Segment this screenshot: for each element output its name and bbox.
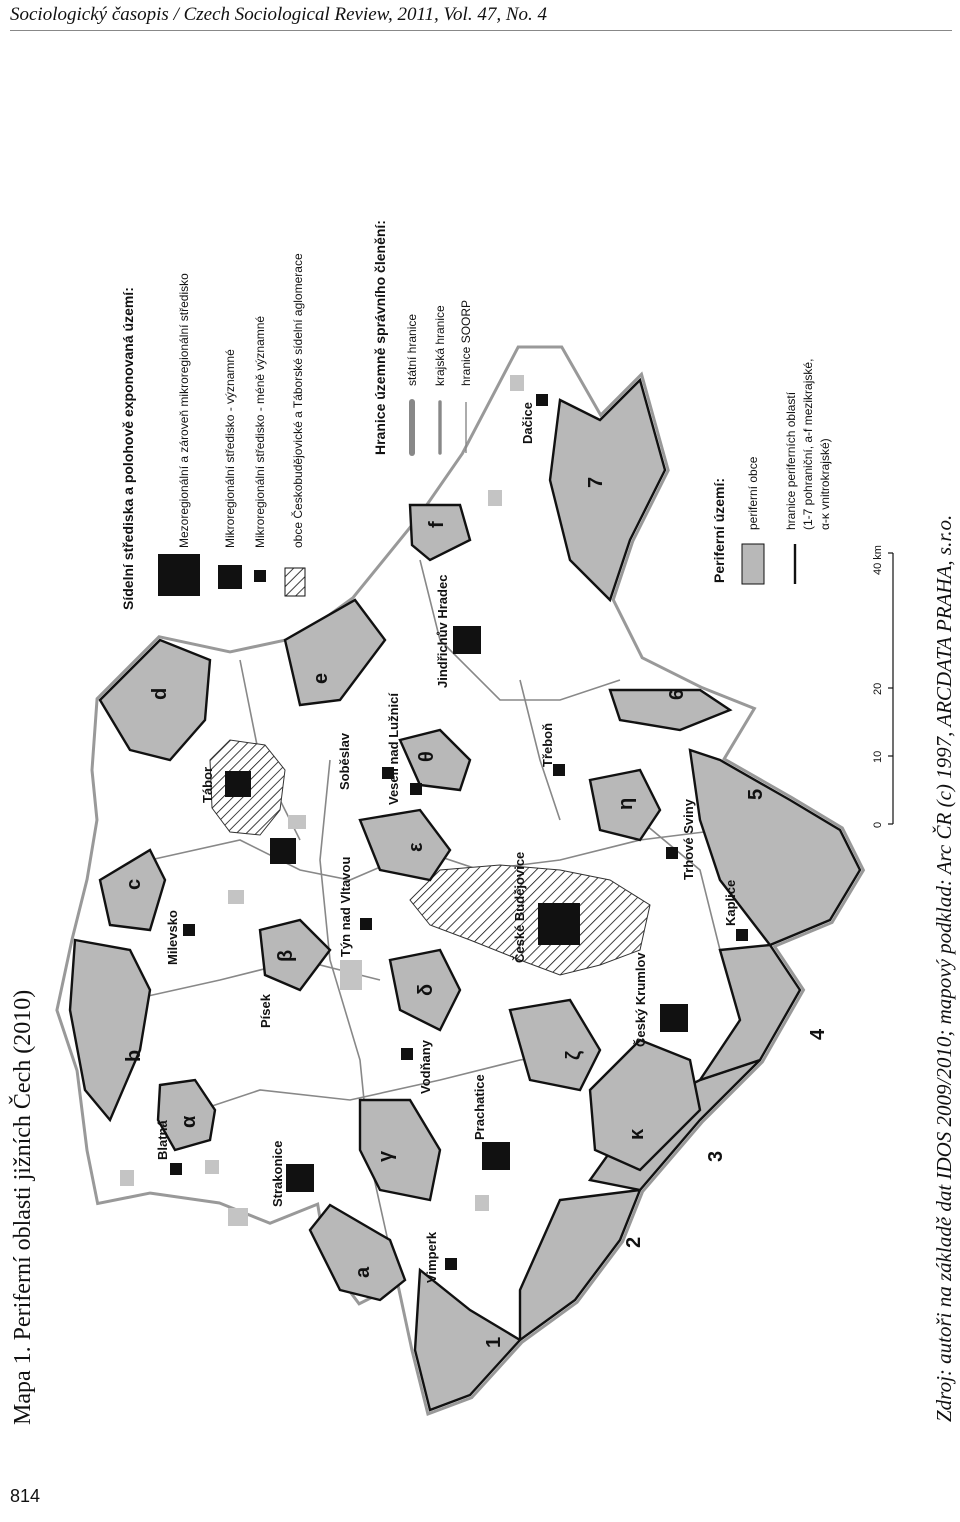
region-label-6: 6	[666, 688, 688, 700]
region-label-a: a	[352, 1266, 374, 1278]
region-label-kappa: κ	[626, 1128, 648, 1140]
legend-center-3: Mikroregionální středisko - méně významné	[253, 315, 267, 548]
town-label-tyn-nad-vltavou: Týn nad Vltavou	[338, 856, 353, 957]
legend-square-large	[158, 554, 200, 596]
region-label-gamma: γ	[375, 1150, 397, 1162]
legend-periphery-swatch	[742, 544, 764, 584]
town-label-ceske-budejovice: České Budějovice	[512, 851, 527, 963]
legend-boundary-soorp: hranice SOORP	[459, 299, 473, 386]
town-label-trhove-sviny: Trhové Sviny	[681, 799, 696, 880]
legend-square-small	[254, 570, 266, 582]
legend-square-medium	[218, 565, 242, 589]
town-label-blatna: Blatná	[155, 1120, 170, 1160]
region-label-alpha: α	[178, 1115, 200, 1128]
legend-boundary-state: státní hranice	[405, 313, 419, 386]
region-label-5: 5	[745, 788, 767, 800]
region-label-theta: θ	[416, 751, 438, 762]
town-label-cesky-krumlov: Český Krumlov	[633, 952, 648, 1047]
figure-title: Mapa 1. Periferní oblasti jižních Čech (2010)	[10, 989, 36, 1425]
region-label-4: 4	[807, 1028, 829, 1040]
region-label-beta: β	[275, 949, 297, 962]
scale-tick-40: 40 km	[872, 545, 884, 575]
legend-boundary-region: krajská hranice	[433, 305, 447, 386]
region-label-b: b	[123, 1049, 145, 1062]
legend-center-4: obce Českobudějovické a Táborské sídelní aglomerace	[291, 253, 305, 548]
town-label-dacice: Dačice	[520, 402, 535, 444]
scale-tick-20: 20	[872, 682, 884, 695]
region-label-delta: δ	[415, 983, 437, 996]
region-label-3: 3	[705, 1150, 727, 1162]
town-label-kaplice: Kaplice	[723, 879, 738, 926]
legend-hatch-swatch	[285, 568, 305, 596]
legend-center-2: Mikroregionální středisko - významné	[223, 349, 237, 548]
region-label-c: c	[123, 878, 145, 890]
town-label-milevsko: Milevsko	[165, 910, 180, 965]
legend-centers-heading: Sídelní střediska a polohově exponovaná území:	[120, 287, 136, 610]
region-label-eta: η	[615, 797, 637, 810]
region-label-e: e	[310, 672, 332, 684]
legend-periphery-1: periferní obce	[746, 456, 760, 530]
town-label-jindrichuv-hradec: Jindřichův Hradec	[435, 574, 450, 688]
region-label-f: f	[426, 521, 448, 528]
region-label-2: 2	[623, 1236, 645, 1248]
region-label-7: 7	[585, 476, 607, 488]
legend-periphery-3: (1-7 pohraniční, a-f mezikrajské,	[801, 358, 815, 530]
scale-tick-0: 0	[872, 821, 884, 828]
legend-periphery-heading: Periferní území:	[711, 477, 727, 583]
town-label-vimperk: Vimperk	[424, 1231, 439, 1283]
scale-bar	[888, 553, 893, 824]
town-label-trebon: Třeboň	[540, 722, 555, 767]
legend-boundaries-heading: Hranice územně správního členění:	[372, 220, 388, 455]
town-label-tabor: Tábor	[200, 766, 215, 803]
legend-periphery-2: hranice periferních oblastí	[784, 391, 798, 530]
town-label-prachatice: Prachatice	[472, 1074, 487, 1140]
figure-source: Zdroj: autoři na základě dat IDOS 2009/2010; mapový podklad: Arc ČR (c) 1997, ARCDATA PRAHA, s.r.o.	[932, 514, 956, 1422]
legend-center-1: Mezoregionální a zároveň mikroregionální středisko	[177, 273, 191, 548]
region-label-1: 1	[483, 1336, 505, 1348]
town-label-sobeslav: Soběslav	[337, 732, 352, 790]
town-label-veseli-nad-luznici: Veselí nad Lužnicí	[386, 693, 401, 805]
legend-periphery-4: α-κ vnitrokrajské)	[818, 438, 832, 530]
town-label-pisek: Písek	[258, 994, 273, 1028]
town-label-strakonice: Strakonice	[270, 1140, 285, 1207]
region-label-zeta: ζ	[563, 1050, 585, 1060]
region-label-epsilon: ε	[405, 842, 427, 852]
region-label-d: d	[149, 687, 171, 700]
scale-tick-10: 10	[872, 750, 884, 763]
town-label-vodnany: Vodňany	[418, 1040, 433, 1094]
page-number: 814	[10, 1486, 41, 1506]
running-header: Sociologický časopis / Czech Sociological Review, 2011, Vol. 47, No. 4	[10, 4, 548, 25]
